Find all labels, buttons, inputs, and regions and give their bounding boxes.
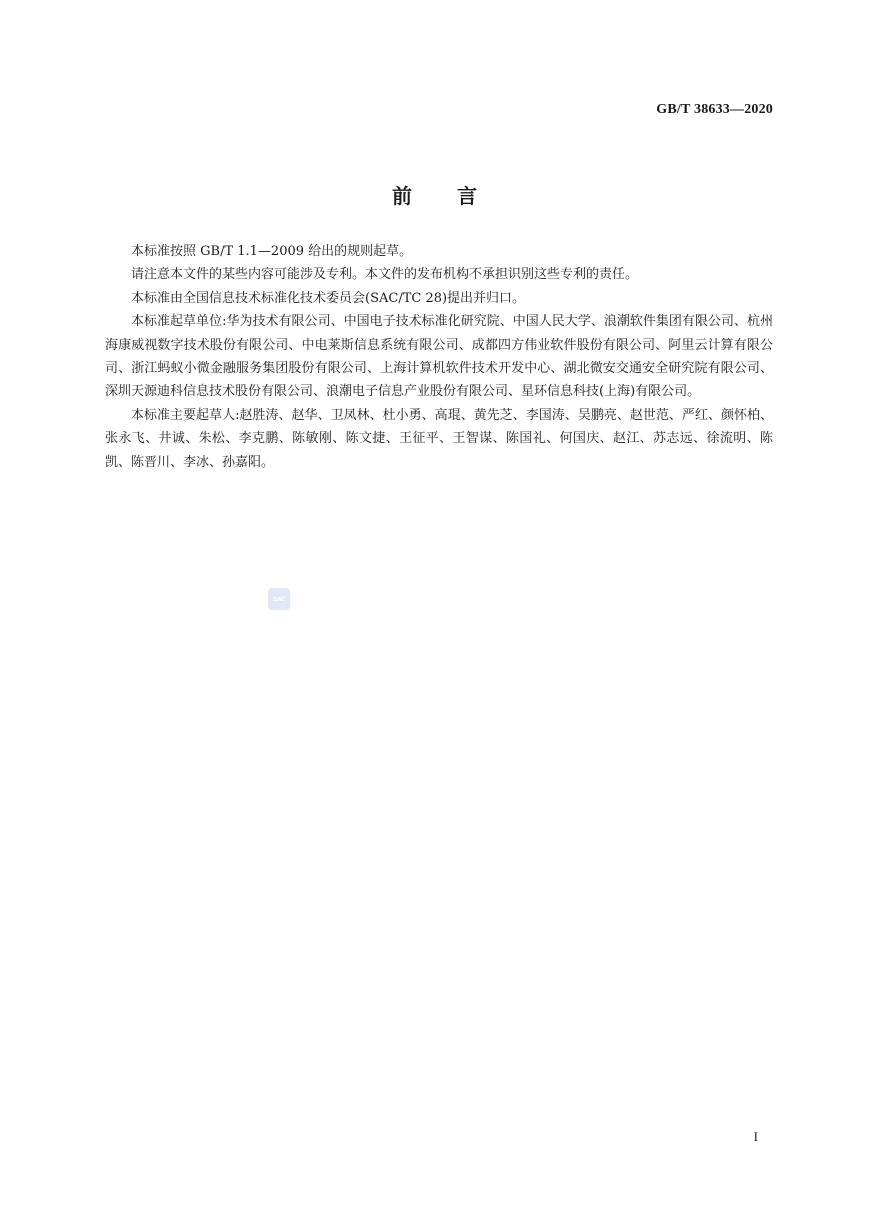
paragraph-proposer: 本标准由全国信息技术标准化技术委员会(SAC/TC 28)提出并归口。 [131, 290, 526, 306]
paragraph-drafters: 本标准主要起草人:赵胜涛、赵华、卫凤林、杜小勇、高琨、黄先芝、李国涛、吴鹏亮、赵世范、严红、颜怀柏、张永飞、井诚、朱松、李克鹏、陈敏刚、陈文捷、王征平、王智谋、陈国礼、何国庆、赵江、苏志远、徐流明、陈凯、陈晋川、李冰、孙嘉阳。 [105, 407, 773, 470]
paragraph-drafting-units: 本标准起草单位:华为技术有限公司、中国电子技术标准化研究院、中国人民大学、浪潮软件集团有限公司、杭州海康威视数字技术股份有限公司、中电莱斯信息系统有限公司、成都四方伟业软件股份有限公司、阿里云计算有限公司、浙江蚂蚁小微金融服务集团股份有限公司、上海计算机软件技术开发中心、湖北微安交通安全研究院有限公司、深圳天源迪科信息技术股份有限公司、浪潮电子信息产业股份有限公司、星环信息科技(上海)有限公司。 [105, 314, 773, 400]
paragraph-patent-notice: 请注意本文件的某些内容可能涉及专利。本文件的发布机构不承担识别这些专利的责任。 [131, 267, 639, 283]
watermark-text: SAC [272, 595, 286, 603]
page-number: I [753, 1129, 758, 1144]
page-title: 前言 [392, 184, 522, 208]
paragraph-drafting-rules: 本标准按照 GB/T 1.1—2009 给出的规则起草。 [131, 244, 413, 259]
standard-number: GB/T 38633—2020 [656, 102, 773, 117]
sac-watermark-logo [268, 588, 290, 610]
document-body [105, 240, 773, 474]
